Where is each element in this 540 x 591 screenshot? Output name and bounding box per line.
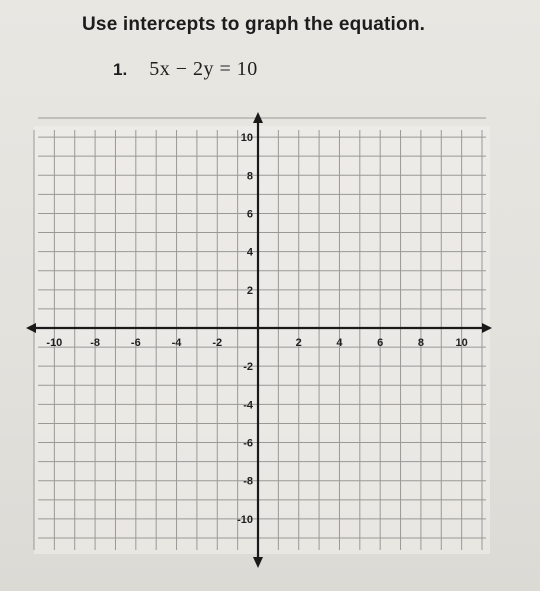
y-axis-arrow-down-icon [253, 557, 263, 568]
x-tick-label: -6 [130, 337, 141, 349]
x-tick-label: -2 [212, 337, 223, 349]
y-tick-label: -2 [243, 361, 253, 374]
x-tick-label: -10 [46, 337, 63, 349]
y-tick-label: -4 [243, 399, 253, 412]
y-tick-label: 2 [246, 284, 253, 297]
x-tick-label: 4 [336, 337, 343, 349]
x-tick-label: 10 [455, 337, 468, 349]
y-tick-label: -10 [237, 513, 253, 526]
x-tick-label: 2 [295, 337, 302, 349]
y-tick-label: 8 [246, 170, 253, 183]
y-tick-label: -6 [243, 437, 253, 450]
y-tick-label: 4 [246, 246, 253, 259]
y-tick-label: -8 [243, 475, 253, 488]
y-tick-label: 6 [246, 208, 253, 221]
x-tick-label: -4 [171, 337, 182, 349]
problem-number: 1. [113, 60, 128, 79]
y-tick-label: 10 [240, 132, 253, 145]
x-axis-arrow-left-icon [26, 323, 36, 333]
x-tick-label: -8 [90, 337, 100, 349]
problem-equation: 5x − 2y = 10 [149, 58, 258, 80]
x-tick-label: 8 [417, 337, 424, 349]
instruction-text: Use intercepts to graph the equation. [82, 14, 426, 35]
x-tick-label: 6 [377, 337, 384, 349]
